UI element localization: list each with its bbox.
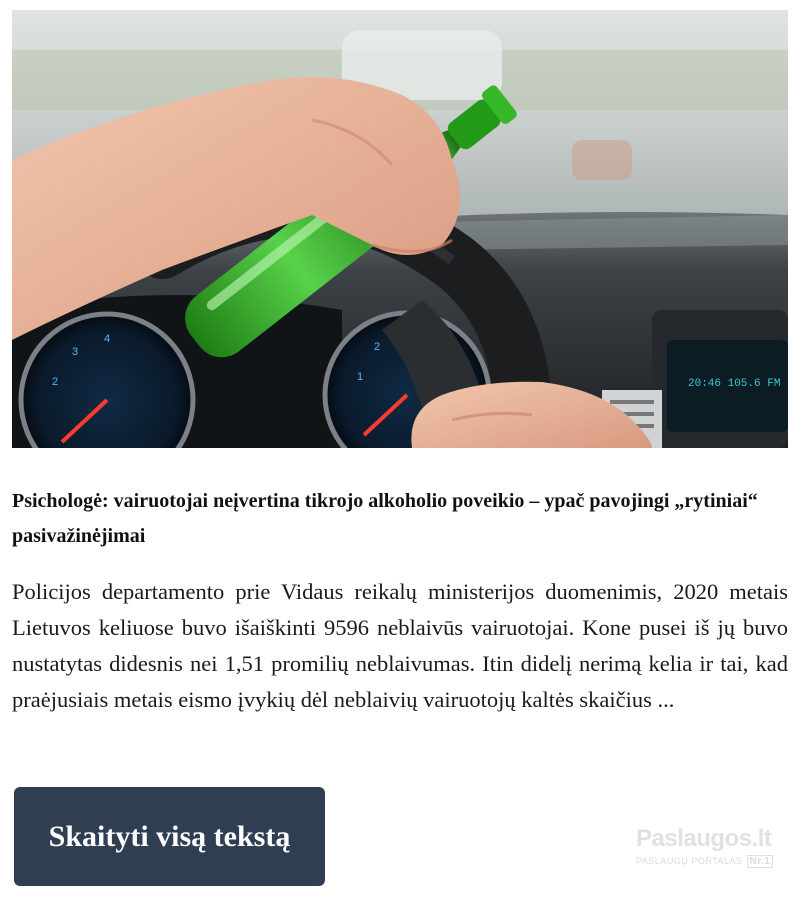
svg-text:4: 4: [104, 333, 111, 345]
watermark-name: Paslaugos.lt: [636, 825, 772, 852]
article-excerpt: Policijos departamento prie Vidaus reikalų ministerijos duomenimis, 2020 metais Lietuvos keliuose buvo išaiškinti 9596 neblaivūs vairuotojai. Kone pusei iš jų buvo nustatytas didesnis nei 1,51 promilių neblaivumas. Itin didelį nerimą kelia ir tai, kad praėjusiais metais eismo įvykių dėl neblaivių vairuotojų kaltės skaičius ...: [12, 579, 788, 712]
svg-text:2: 2: [52, 376, 59, 388]
drunk-driving-photo: [12, 10, 788, 448]
article-image[interactable]: [12, 10, 788, 448]
site-watermark-logo: [636, 825, 780, 879]
svg-text:3: 3: [72, 346, 79, 358]
svg-text:1: 1: [357, 371, 364, 383]
watermark-tagline-text: PASLAUGŲ PORTALAS: [636, 856, 743, 866]
svg-text:2: 2: [374, 341, 381, 353]
watermark-tagline: [636, 855, 780, 868]
watermark-rank: Nr.1: [747, 855, 774, 868]
dashboard-readout: 20:46 105.6 FM: [688, 378, 781, 390]
read-full-text-button[interactable]: Skaityti visą tekstą: [14, 787, 325, 886]
article-title[interactable]: Psichologė: vairuotojai neįvertina tikrojo alkoholio poveikio – ypač pavojingi „rytiniai“ pasivažinėjimai: [12, 490, 758, 547]
